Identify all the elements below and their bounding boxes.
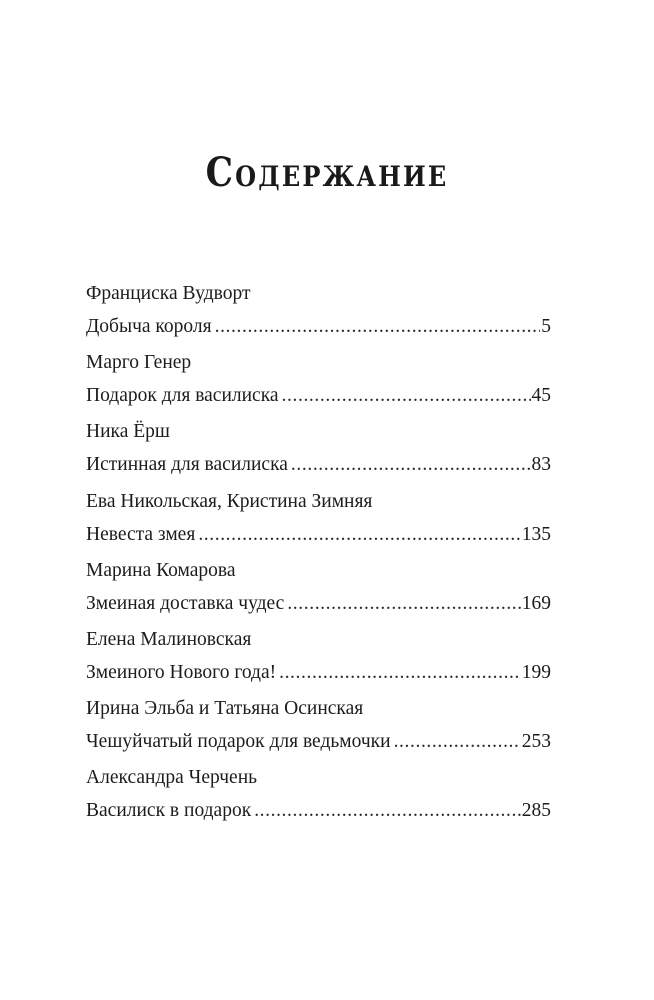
toc-author: Александра Черчень <box>86 767 258 789</box>
dot-leader <box>254 798 521 823</box>
toc-entry <box>86 489 551 558</box>
toc-entry <box>86 696 551 765</box>
toc-story-title: Чешуйчатый подарок для ведьмочки <box>86 731 391 753</box>
page-title: Содержание <box>205 148 449 196</box>
dot-leader <box>282 383 531 408</box>
toc-page-number: 285 <box>521 800 551 822</box>
toc-entry <box>86 558 551 627</box>
table-of-contents <box>86 281 551 835</box>
toc-author: Франциска Вудворт <box>86 283 251 304</box>
toc-page-number: 83 <box>531 454 551 476</box>
dot-leader <box>394 729 521 754</box>
toc-entry <box>86 350 551 419</box>
toc-line <box>86 522 551 547</box>
toc-author: Елена Малиновская <box>86 628 252 650</box>
toc-entry <box>86 281 551 350</box>
toc-page-number: 5 <box>541 316 551 337</box>
toc-entry <box>86 627 551 696</box>
toc-line <box>86 591 551 616</box>
toc-author: Ирина Эльба и Татьяна Осинская <box>86 698 364 720</box>
dot-leader <box>287 591 520 616</box>
toc-line <box>86 383 551 408</box>
toc-line <box>86 660 551 685</box>
toc-page-number: 45 <box>531 385 551 407</box>
dot-leader <box>215 314 541 339</box>
dot-leader <box>198 522 520 547</box>
toc-entry <box>86 419 551 488</box>
toc-author: Марина Комарова <box>86 559 236 581</box>
toc-story-title: Добыча короля <box>86 316 212 337</box>
toc-story-title: Змеиная доставка чудес <box>86 592 285 614</box>
toc-story-title: Невеста змея <box>86 523 196 545</box>
toc-author: Ника Ёрш <box>86 421 170 443</box>
toc-story-title: Подарок для василиска <box>86 385 279 407</box>
toc-page-number: 169 <box>521 592 551 614</box>
toc-story-title: Змеиного Нового года! <box>86 661 277 683</box>
dot-leader <box>279 660 521 685</box>
toc-author: Марго Генер <box>86 352 192 374</box>
toc-story-title: Василиск в подарок <box>86 800 252 822</box>
toc-line <box>86 729 551 754</box>
toc-author: Ева Никольская, Кристина Зимняя <box>86 490 373 512</box>
toc-page-number: 253 <box>521 731 551 753</box>
toc-line <box>86 452 551 477</box>
toc-line <box>86 798 551 823</box>
toc-story-title: Истинная для василиска <box>86 454 288 476</box>
toc-page-number: 199 <box>521 661 551 683</box>
toc-line <box>86 314 551 339</box>
toc-page-number: 135 <box>521 523 551 545</box>
dot-leader <box>291 452 531 477</box>
toc-entry <box>86 765 551 834</box>
